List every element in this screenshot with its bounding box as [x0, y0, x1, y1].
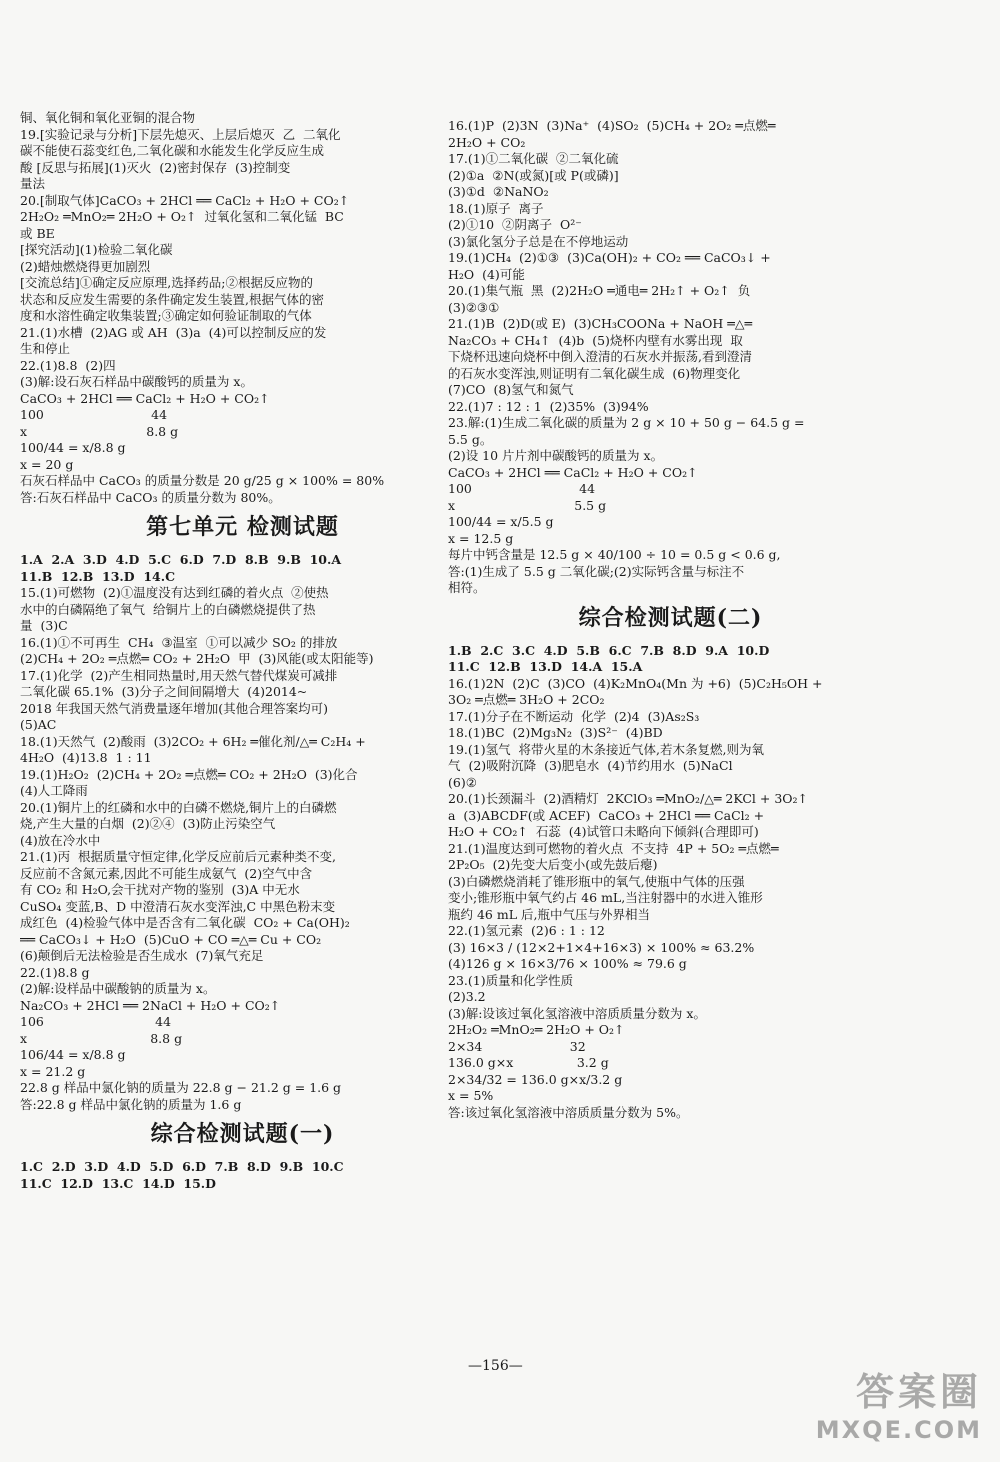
answer-key-line: 1.C 2.D 3.D 4.D 5.D 6.D 7.B 8.D 9.B 10.C	[20, 1159, 344, 1174]
text-line: 18.(1)天然气 (2)酸雨 (3)2CO₂ + 6H₂ ═催化剂/△═ C₂H₄ +	[20, 733, 366, 749]
text-line: 100 44	[448, 481, 596, 496]
text-line: 20.(1)铜片上的红磷和水中的白磷不燃烧,铜片上的白磷燃	[20, 799, 337, 815]
text-line: 4H₂O (4)13.8 1 : 11	[20, 750, 152, 765]
text-line: H₂O + CO₂↑ 石蕊 (4)试管口未略向下倾斜(合理即可)	[448, 824, 759, 839]
text-line: 水中的白磷隔绝了氧气 给铜片上的白磷燃烧提供了热	[20, 601, 316, 617]
text-line: Na₂CO₃ + 2HCl ══ 2NaCl + H₂O + CO₂↑	[20, 997, 281, 1013]
text-line: ══ CaCO₃↓ + H₂O (5)CuO + CO ═△═ Cu + CO₂	[20, 931, 322, 947]
text-line: (5)AC	[20, 717, 57, 732]
text-line: (3)①d ②NaNO₂	[448, 184, 549, 199]
text-line: 136.0 g×x 3.2 g	[448, 1055, 609, 1070]
text-line: 2×34/32 = 136.0 g×x/3.2 g	[448, 1071, 623, 1087]
text-line: 5.5 g。	[448, 431, 493, 447]
text-line: 16.(1)P (2)3N (3)Na⁺ (4)SO₂ (5)CH₄ + 2O₂ ═点燃═	[448, 118, 776, 133]
text-line: 答:该过氧化氢溶液中溶质质量分数为 5%。	[448, 1104, 689, 1120]
text-line: 石灰石样品中 CaCO₃ 的质量分数是 20 g/25 g × 100% = 80%	[20, 473, 385, 488]
page-number: —156—	[468, 1358, 523, 1374]
text-line: (2)①a ②N(或氮)[或 P(或磷)]	[448, 167, 619, 183]
text-line: Na₂CO₃ + CH₄↑ (4)b (5)烧杯内壁有水雾出现 取	[448, 332, 743, 348]
text-line: CaCO₃ + 2HCl ══ CaCl₂ + H₂O + CO₂↑	[448, 464, 698, 480]
text-line: 16.(1)①不可再生 CH₄ ③温室 ①可以减少 SO₂ 的排放	[20, 634, 338, 650]
text-line: 23.解:(1)生成二氧化碳的质量为 2 g × 10 + 50 g − 64.5 g =	[448, 415, 805, 430]
text-line: 16.(1)2N (2)C (3)CO (4)K₂MnO₄(Mn 为 +6) (5)C₂H₅OH +	[448, 675, 823, 691]
text-line: 碳不能使石蕊变红色,二氧化碳和水能发生化学反应生成	[20, 143, 324, 158]
text-line: 21.(1)丙 根据质量守恒定律,化学反应前后元素种类不变,	[20, 849, 336, 864]
text-line: (3)解:设石灰石样品中碳酸钙的质量为 x。	[20, 374, 253, 389]
text-line: (4)放在冷水中	[20, 832, 101, 848]
answer-key-line: 1.B 2.C 3.C 4.D 5.B 6.C 7.B 8.D 9.A 10.D	[448, 642, 770, 658]
text-line: x = 20 g	[20, 456, 74, 472]
text-line: 答:石灰石样品中 CaCO₃ 的质量分数为 80%。	[20, 489, 281, 505]
text-line: 铜、氧化铜和氧化亚铜的混合物	[20, 110, 196, 125]
text-line: x = 12.5 g	[448, 530, 514, 546]
text-line: x 8.8 g	[20, 423, 179, 439]
text-line: 2018 年我国天然气消费量逐年增加(其他合理答案均可)	[20, 700, 329, 716]
text-line: 或 BE	[20, 225, 55, 241]
text-line: 22.(1)氢元素 (2)6 : 1 : 12	[448, 923, 605, 938]
text-line: 状态和反应发生需要的条件确定发生装置,根据气体的密	[20, 291, 324, 307]
text-line: 量法	[20, 176, 46, 191]
text-line: 变小;锥形瓶中氧气约占 46 mL,当注射器中的水进入锥形	[448, 890, 763, 905]
text-line: 2×34 32	[448, 1038, 586, 1054]
left-column	[20, 110, 465, 1192]
text-line: 2P₂O₅ (2)先变大后变小(或先鼓后瘪)	[448, 857, 658, 872]
text-line: 量 (3)C	[20, 618, 68, 633]
text-line: (3)解:设该过氧化氢溶液中溶质质量分数为 x。	[448, 1005, 706, 1021]
text-line: 2H₂O₂ ═MnO₂═ 2H₂O + O₂↑ 过氧化氢和二氧化锰 BC	[20, 209, 344, 224]
text-line: 烧,产生大量的白烟 (2)②④ (3)防止污染空气	[20, 816, 276, 831]
watermark-url: MXQE.COM	[815, 1416, 982, 1444]
text-line: (4)126 g × 16×3/76 × 100% ≈ 79.6 g	[448, 956, 687, 971]
text-line: 22.(1)8.8 (2)四	[20, 357, 116, 373]
text-line: (3) 16×3 / (12×2+1×4+16×3) × 100% ≈ 63.2%	[448, 939, 755, 955]
text-line: 3O₂ ═点燃═ 3H₂O + 2CO₂	[448, 692, 605, 707]
text-line: 22.8 g 样品中氯化钠的质量为 22.8 g − 21.2 g = 1.6 g	[20, 1080, 342, 1095]
right-column	[448, 118, 893, 1121]
text-line: 答:(1)生成了 5.5 g 二氧化碳;(2)实际钙含量与标注不	[448, 563, 745, 579]
text-line: (2)蜡烛燃烧得更加剧烈	[20, 258, 151, 274]
text-line: (4)人工降雨	[20, 783, 88, 798]
text-line: 106 44	[20, 1014, 172, 1029]
text-line: [交流总结]①确定反应原理,选择药品;②根据反应物的	[20, 275, 313, 290]
text-line: 的石灰水变浑浊,则证明有二氧化碳生成 (6)物理变化	[448, 365, 741, 381]
text-line: (3)白磷燃烧消耗了锥形瓶中的氧气,使瓶中气体的压强	[448, 873, 745, 889]
text-line: x = 5%	[448, 1088, 494, 1103]
text-line: 成红色 (4)检验气体中是否含有二氧化碳 CO₂ + Ca(OH)₂	[20, 915, 350, 930]
text-line: 17.(1)①二氧化碳 ②二氧化硫	[448, 151, 619, 166]
text-line: 18.(1)BC (2)Mg₃N₂ (3)S²⁻ (4)BD	[448, 725, 663, 740]
text-line: x = 21.2 g	[20, 1063, 86, 1079]
text-line: 20.(1)集气瓶 黑 (2)2H₂O ═通电═ 2H₂↑ + O₂↑ 负	[448, 283, 751, 298]
text-line: [探究活动](1)检验二氧化碳	[20, 242, 173, 257]
text-line: (6)颠倒后无法检验是否生成水 (7)氧气充足	[20, 948, 264, 963]
text-line: 反应前不含氮元素,因此不可能生成氨气 (2)空气中含	[20, 865, 313, 881]
text-line: 23.(1)质量和化学性质	[448, 972, 574, 988]
text-line: 气 (2)吸附沉降 (3)肥皂水 (4)节约用水 (5)NaCl	[448, 758, 733, 773]
text-line: 17.(1)化学 (2)产生相同热量时,用天然气替代煤炭可减排	[20, 667, 338, 683]
text-line: (2)CH₄ + 2O₂ ═点燃═ CO₂ + 2H₂O 甲 (3)风能(或太阳能等)	[20, 651, 374, 666]
text-line: 瓶约 46 mL 后,瓶中气压与外界相当	[448, 906, 650, 922]
answer-key-line: 11.C 12.B 13.D 14.A 15.A	[448, 659, 643, 674]
text-line: 2H₂O + CO₂	[448, 134, 526, 150]
text-line: 22.(1)8.8 g	[20, 964, 90, 980]
text-line: (2)设 10 片片剂中碳酸钙的质量为 x。	[448, 448, 664, 463]
answer-key-line: 1.A 2.A 3.D 4.D 5.C 6.D 7.D 8.B 9.B 10.A	[20, 552, 342, 567]
text-line: CuSO₄ 变蓝,B、D 中澄清石灰水变浑浊,C 中黑色粉末变	[20, 898, 336, 914]
text-line: (2)①10 ②阴离子 O²⁻	[448, 217, 582, 232]
text-line: 19.[实验记录与分析]下层先熄灭、上层后熄灭 乙 二氧化	[20, 126, 341, 142]
text-line: 有 CO₂ 和 H₂O,会干扰对产物的鉴别 (3)A 中无水	[20, 882, 300, 897]
answer-key-line: 11.B 12.B 13.D 14.C	[20, 568, 176, 584]
watermark	[816, 1361, 982, 1444]
text-line: 19.(1)H₂O₂ (2)CH₄ + 2O₂ ═点燃═ CO₂ + 2H₂O (3)化合	[20, 766, 358, 782]
text-line: 酸 [反思与拓展](1)灭火 (2)密封保存 (3)控制变	[20, 159, 291, 175]
text-line: 20.[制取气体]CaCO₃ + 2HCl ══ CaCl₂ + H₂O + CO₂↑	[20, 192, 350, 208]
text-line: H₂O (4)可能	[448, 266, 525, 282]
text-line: (2)3.2	[448, 989, 486, 1004]
text-line: (2)解:设样品中碳酸钠的质量为 x。	[20, 981, 216, 996]
text-line: 21.(1)B (2)D(或 E) (3)CH₃COONa + NaOH ═△═	[448, 316, 752, 331]
text-line: 18.(1)原子 离子	[448, 200, 544, 216]
text-line: (3)氯化氢分子总是在不停地运动	[448, 233, 629, 249]
text-line: 100/44 = x/8.8 g	[20, 440, 126, 455]
text-line: 下烧杯迅速向烧杯中倒入澄清的石灰水并振荡,看到澄清	[448, 349, 752, 364]
text-line: 20.(1)长颈漏斗 (2)酒精灯 2KClO₃ ═MnO₂/△═ 2KCl + 3O₂↑	[448, 791, 809, 806]
text-line: 二氧化碳 65.1% (3)分子之间间隔增大 (4)2014~	[20, 684, 308, 699]
text-line: 答:22.8 g 样品中氯化钠的质量为 1.6 g	[20, 1096, 242, 1112]
text-line: 19.(1)氢气 将带火星的木条接近气体,若木条复燃,则为氧	[448, 741, 764, 757]
text-line: a (3)ABCDF(或 ACEF) CaCO₃ + 2HCl ══ CaCl₂ +	[448, 807, 765, 823]
text-line: 每片中钙含量是 12.5 g × 40/100 ÷ 10 = 0.5 g < 0.6 g,	[448, 547, 781, 562]
text-line: 19.(1)CH₄ (2)①③ (3)Ca(OH)₂ + CO₂ ══ CaCO₃↓ +	[448, 250, 771, 265]
text-line: 22.(1)7 : 12 : 1 (2)35% (3)94%	[448, 398, 649, 414]
text-line: 17.(1)分子在不断运动 化学 (2)4 (3)As₂S₃	[448, 708, 700, 724]
text-line: 15.(1)可燃物 (2)①温度没有达到红磷的着火点 ②使热	[20, 585, 329, 600]
text-line: CaCO₃ + 2HCl ══ CaCl₂ + H₂O + CO₂↑	[20, 390, 270, 406]
text-line: 106/44 = x/8.8 g	[20, 1047, 126, 1062]
text-line: (7)CO (8)氢气和氮气	[448, 382, 574, 397]
answer-key-line: 11.C 12.D 13.C 14.D 15.D	[20, 1175, 216, 1191]
section-title: 综合检测试题(二)	[578, 604, 763, 631]
text-line: (3)②③①	[448, 299, 500, 315]
text-line: 100/44 = x/5.5 g	[448, 514, 554, 529]
text-line: x 5.5 g	[448, 497, 607, 513]
text-line: 度和水溶性确定收集装置;③确定如何验证制取的气体	[20, 308, 312, 323]
watermark-title: 答案圈	[855, 1370, 982, 1414]
text-line: 100 44	[20, 407, 168, 422]
text-line: 2H₂O₂ ═MnO₂═ 2H₂O + O₂↑	[448, 1022, 625, 1037]
text-line: 相符。	[448, 580, 486, 595]
text-line: 21.(1)水槽 (2)AG 或 AH (3)a (4)可以控制反应的发	[20, 324, 327, 340]
text-line: 21.(1)温度达到可燃物的着火点 不支持 4P + 5O₂ ═点燃═	[448, 840, 779, 856]
text-line: (6)②	[448, 774, 477, 790]
text-line: 生和停止	[20, 341, 71, 356]
section-title: 综合检测试题(一)	[150, 1121, 335, 1147]
text-line: x 8.8 g	[20, 1030, 183, 1046]
section-title: 第七单元 检测试题	[146, 514, 339, 540]
